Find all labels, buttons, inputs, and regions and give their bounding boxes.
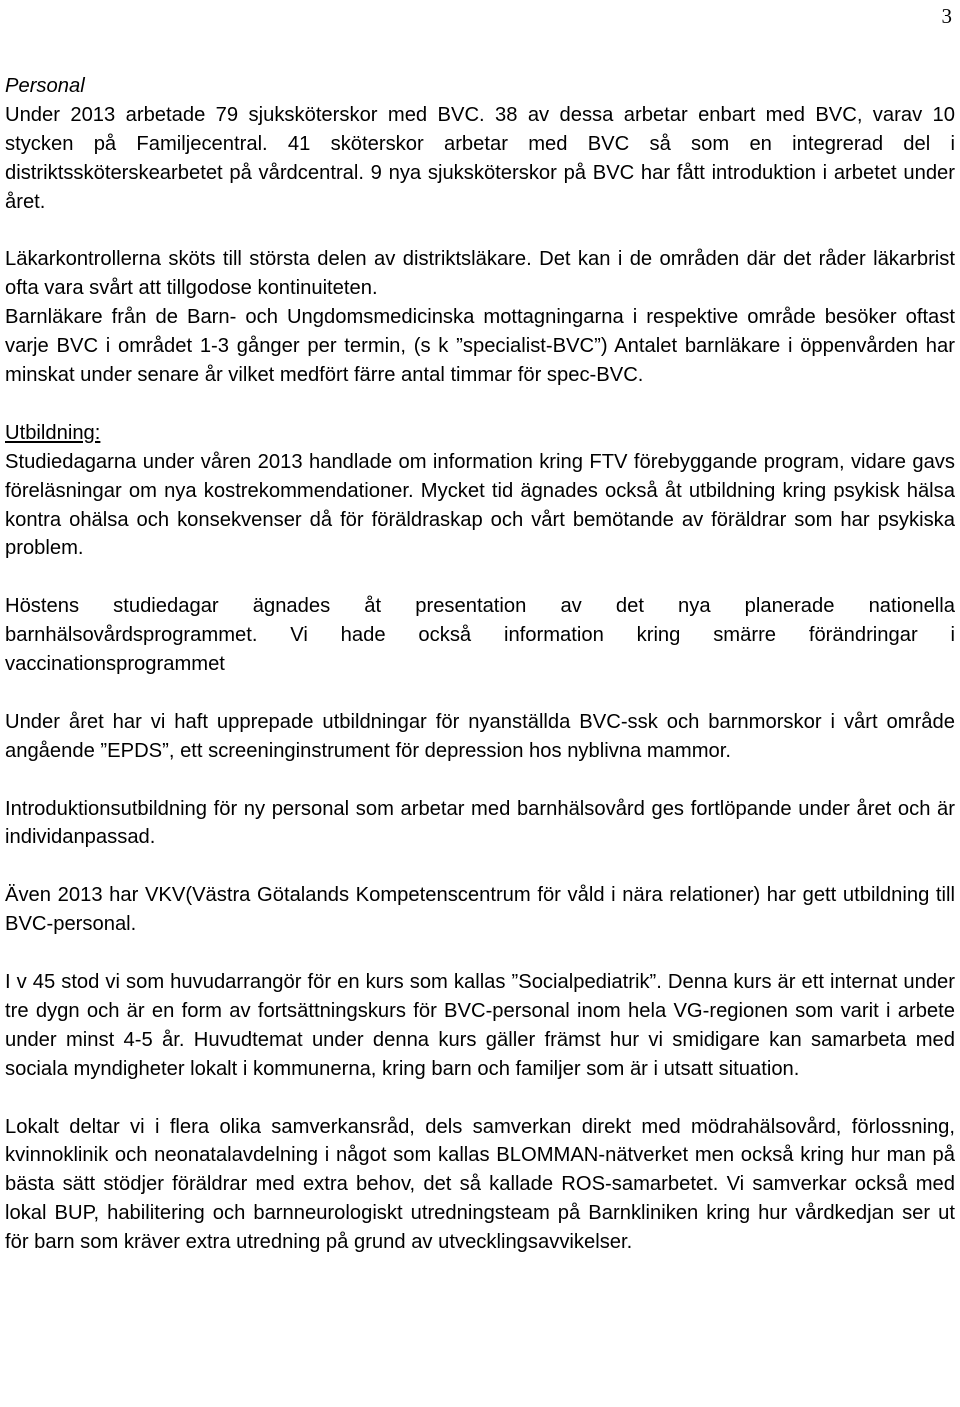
paragraph-vkv-training: Även 2013 har VKV(Västra Götalands Kompetenscentrum för våld i nära relationer) har gett utbildning till BVC-personal.	[5, 884, 955, 936]
paragraph-introduction-training: Introduktionsutbildning för ny personal som arbetar med barnhälsovård ges fortlöpande under året och är individanpassad.	[5, 797, 955, 849]
paragraph-epds-training: Under året har vi haft upprepade utbildningar för nyanställda BVC-ssk och barnmorskor i vårt område angående ”EPDS”, ett screeninginstrument för depression hos nyblivna mammor.	[5, 710, 955, 762]
section-heading-utbildning: Utbildning:	[5, 421, 101, 444]
page-number: 3	[941, 4, 952, 28]
paragraph-autumn-study-days: Höstens studiedagar ägnades åt presentation av det nya planerade nationella barnhälsovårdsprogrammet. Vi hade också information kring smärre förändringar i vaccinationsprogrammet	[5, 595, 955, 676]
paragraph-pediatricians: Barnläkare från de Barn- och Ungdomsmedicinska mottagningarna i respektive område besöker oftast varje BVC i området 1-3 gånger per termin, (s k ”specialist-BVC”) Antalet barnläkare i öppenvården har minskat under senare år vilket medfört färre antal timmar för spec-BVC.	[5, 306, 955, 387]
section-heading-personal: Personal	[5, 75, 85, 97]
paragraph-local-collaboration: Lokalt deltar vi i flera olika samverkansråd, dels samverkan direkt med mödrahälsovård, förlossning, kvinnoklinik och neonatalavdelning i något som kallas BLOMMAN-nätverket men också kring hur man på bästa sätt stödjer föräldrar med extra behov, det så kallade ROS-samarbetet. Vi samverkar också med lokal BUP, habilitering och barnneurologiskt utredningsteam på Barnkliniken kring hur vårdkedjan ser ut för barn som kräver extra utredning på grund av utvecklingsavvikelser.	[5, 1115, 955, 1254]
paragraph-social-pediatrics-course: I v 45 stod vi som huvudarrangör för en kurs som kallas ”Socialpediatrik”. Denna kurs är ett internat under tre dygn och är en form av fortsättningskurs för BVC-personal inom hela VG-regionen som varit i arbete under minst 4-5 år. Huvudtemat under denna kurs gäller främst hur vi smidigare kan samarbeta med sociala myndigheter lokalt i kommunerna, kring barn och familjer som är i utsatt situation.	[5, 970, 955, 1080]
document-body	[5, 72, 955, 1257]
paragraph-staff-count: Under 2013 arbetade 79 sjuksköterskor med BVC. 38 av dessa arbetar enbart med BVC, varav 10 stycken på Familjecentral. 41 sköterskor arbetar med BVC så som en integrerad del i distriktssköterskearbetet på vårdcentral. 9 nya sjuksköterskor på BVC har fått introduktion i arbetet under året.	[5, 103, 955, 213]
paragraph-spring-study-days: Studiedagarna under våren 2013 handlade om information kring FTV förebyggande program, vidare gavs föreläsningar om nya kostrekommendationer. Mycket tid ägnades också åt utbildning kring psykisk hälsa kontra ohälsa och konsekvenser då för föräldraskap och vårt bemötande av föräldrar som har psykiska problem.	[5, 450, 955, 560]
paragraph-doctor-checkups: Läkarkontrollerna sköts till största delen av distriktsläkare. Det kan i de områden där det råder läkarbrist ofta vara svårt att tillgodose kontinuiteten.	[5, 248, 955, 300]
